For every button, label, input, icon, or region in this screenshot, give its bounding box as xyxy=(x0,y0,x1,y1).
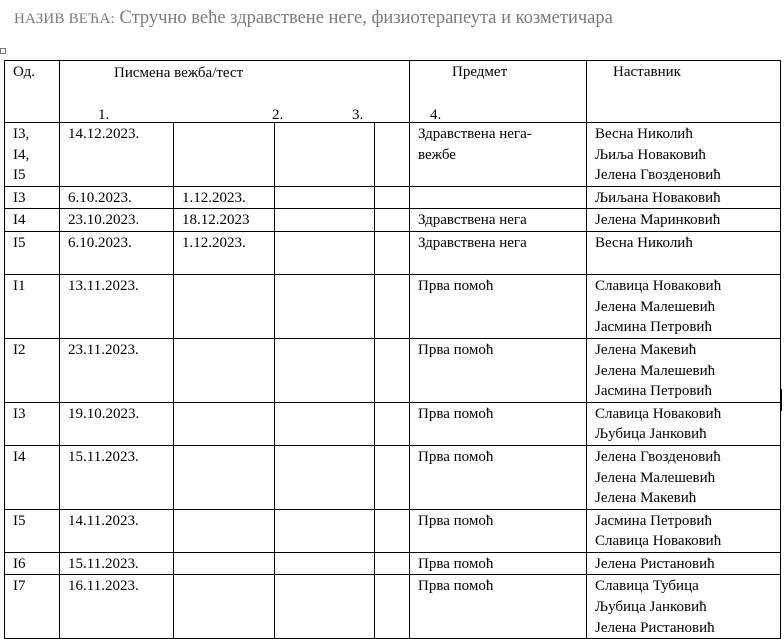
council-heading xyxy=(14,8,613,29)
cell-test-2[interactable] xyxy=(174,186,275,209)
cell-test-1[interactable] xyxy=(60,552,174,575)
cell-teachers-line: Љиљана Новаковић xyxy=(595,189,721,206)
cell-class[interactable] xyxy=(5,123,60,187)
cell-test-2-text: 1.12.2023. xyxy=(182,234,246,251)
cell-test-4[interactable] xyxy=(375,575,410,639)
cell-subject-line: Прва помоћ xyxy=(418,578,494,595)
cell-teachers[interactable] xyxy=(587,275,781,339)
cell-test-2[interactable] xyxy=(174,445,275,509)
cell-teachers-line: Јасмина Петровић xyxy=(595,383,712,400)
cell-class[interactable] xyxy=(5,231,60,274)
cell-subject-line: Прва помоћ xyxy=(418,512,494,529)
cell-teachers-line: Весна Николић xyxy=(595,234,693,251)
cell-test-1[interactable] xyxy=(60,123,174,187)
header-class-label: Од. xyxy=(13,64,36,80)
cell-test-4[interactable] xyxy=(375,402,410,445)
cell-class-line: I4 xyxy=(13,212,26,229)
cell-subject-line: Прва помоћ xyxy=(418,278,494,295)
cell-test-1-text: 16.11.2023. xyxy=(68,578,139,595)
cell-class[interactable] xyxy=(5,338,60,402)
cell-teachers-line: Славица Новаковић xyxy=(595,405,722,422)
cell-subject[interactable] xyxy=(410,445,587,509)
cell-teachers-line: Јелена Малешевић xyxy=(595,362,716,379)
cell-test-1-text: 15.11.2023. xyxy=(68,448,139,465)
cell-test-3[interactable] xyxy=(275,209,375,232)
cell-subject[interactable] xyxy=(410,338,587,402)
table-row xyxy=(5,123,781,187)
cell-test-2-text: 18.12.2023 xyxy=(182,212,250,229)
cell-teachers[interactable] xyxy=(587,231,781,274)
cell-class-line: I5 xyxy=(13,167,26,184)
cell-test-1-text: 15.11.2023. xyxy=(68,555,139,572)
cell-class-line: I4, xyxy=(13,146,30,163)
cell-test-4[interactable] xyxy=(375,552,410,575)
cell-test-2[interactable] xyxy=(174,338,275,402)
cell-test-2[interactable] xyxy=(174,509,275,552)
table-row xyxy=(5,338,781,402)
cell-test-1-text: 14.11.2023. xyxy=(68,512,139,529)
cell-teachers[interactable] xyxy=(587,123,781,187)
cell-subject[interactable] xyxy=(410,552,587,575)
cell-test-2[interactable] xyxy=(174,123,275,187)
cell-test-3[interactable] xyxy=(275,231,375,274)
table-row xyxy=(5,575,781,639)
cell-teachers-line: Јелена Макевић xyxy=(595,341,697,358)
cell-teachers-line: Јасмина Петровић xyxy=(595,512,712,529)
cell-test-3[interactable] xyxy=(275,275,375,339)
cell-teachers-line: Славица Тубица xyxy=(595,578,699,595)
cell-test-3[interactable] xyxy=(275,186,375,209)
cell-class[interactable] xyxy=(5,552,60,575)
cell-test-1-text: 14.12.2023. xyxy=(68,126,140,142)
cell-class[interactable] xyxy=(5,509,60,552)
cell-test-4[interactable] xyxy=(375,275,410,339)
cell-class-line: I5 xyxy=(13,512,26,529)
cell-test-2[interactable] xyxy=(174,209,275,232)
cell-teachers[interactable] xyxy=(587,186,781,209)
cell-test-3[interactable] xyxy=(275,509,375,552)
cell-test-1[interactable] xyxy=(60,402,174,445)
cell-test-1[interactable] xyxy=(60,209,174,232)
table-row xyxy=(5,186,781,209)
table-row xyxy=(5,402,781,445)
cell-teachers-line: Љубица Јанковић xyxy=(595,599,707,616)
cell-test-3[interactable] xyxy=(275,123,375,187)
header-written-tests xyxy=(60,61,442,123)
table-row xyxy=(5,445,781,509)
cell-subject-line: Здравствена нега- xyxy=(418,126,532,142)
header-class xyxy=(5,61,60,123)
cell-teachers-line: Љубица Јанковић xyxy=(595,426,707,443)
cell-subject-line: Прва помоћ xyxy=(418,448,494,465)
cell-class[interactable] xyxy=(5,209,60,232)
table-row xyxy=(5,209,781,232)
council-heading-value: Стручно веће здравствене неге, физиотерапеута и козметичара xyxy=(119,8,613,28)
table-row xyxy=(5,509,781,552)
cell-subject[interactable] xyxy=(410,209,587,232)
cell-subject-line: Прва помоћ xyxy=(418,341,494,358)
cell-test-1-text: 6.10.2023. xyxy=(68,234,132,251)
cell-class[interactable] xyxy=(5,575,60,639)
cell-teachers-line: Јелена Малешевић xyxy=(595,469,716,486)
cell-class-line: I1 xyxy=(13,278,26,295)
cell-teachers[interactable] xyxy=(587,402,781,445)
cell-teachers-line: Славица Новаковић xyxy=(595,278,722,295)
cell-teachers-line: Јелена Ристановић xyxy=(595,619,715,636)
cell-test-1-text: 13.11.2023. xyxy=(68,278,139,295)
cell-subject[interactable] xyxy=(410,186,587,209)
cell-teachers[interactable] xyxy=(587,509,781,552)
cell-teachers-line: Јелена Малешевић xyxy=(595,298,716,315)
header-test-1: 1. xyxy=(98,107,110,123)
cell-subject-line: Прва помоћ xyxy=(418,405,494,422)
cell-test-3[interactable] xyxy=(275,445,375,509)
cell-class-line: I6 xyxy=(13,555,26,572)
cell-teachers[interactable] xyxy=(587,552,781,575)
cell-test-3[interactable] xyxy=(275,402,375,445)
table-row xyxy=(5,552,781,575)
cell-class[interactable] xyxy=(5,186,60,209)
cell-test-4[interactable] xyxy=(375,445,410,509)
cell-test-1[interactable] xyxy=(60,275,174,339)
cell-test-1[interactable] xyxy=(60,186,174,209)
cell-test-4[interactable] xyxy=(375,123,410,187)
header-teacher-label: Наставник xyxy=(613,64,681,80)
cell-class-line: I3 xyxy=(13,189,26,206)
table-header-row xyxy=(5,61,781,123)
cell-teachers[interactable] xyxy=(587,338,781,402)
cell-test-1-text: 23.10.2023. xyxy=(68,212,140,229)
header-test-3: 3. xyxy=(352,107,364,123)
cell-test-1-text: 19.10.2023. xyxy=(68,405,140,422)
cell-subject-line: Здравствена нега xyxy=(418,212,527,229)
cell-test-4[interactable] xyxy=(375,231,410,274)
cell-test-1[interactable] xyxy=(60,445,174,509)
cell-subject[interactable] xyxy=(410,575,587,639)
header-test-2: 2. xyxy=(272,107,284,123)
cell-class-line: I4 xyxy=(13,448,26,465)
cell-test-2-text: 1.12.2023. xyxy=(182,189,246,206)
cell-test-1-text: 23.11.2023. xyxy=(68,341,139,358)
council-heading-label: НАЗИВ ВЕЋА: xyxy=(14,11,115,27)
table-row xyxy=(5,231,781,274)
cell-teachers-line: Славица Новаковић xyxy=(595,533,722,550)
cell-subject[interactable] xyxy=(410,275,587,339)
cell-subject[interactable] xyxy=(410,402,587,445)
exam-schedule-table xyxy=(4,60,781,639)
cell-test-1-text: 6.10.2023. xyxy=(68,189,132,206)
cell-subject-line: Прва помоћ xyxy=(418,555,494,572)
cell-subject[interactable] xyxy=(410,123,587,187)
table-move-handle-icon[interactable] xyxy=(0,48,6,54)
cell-teachers[interactable] xyxy=(587,445,781,509)
cell-teachers-line: Јелена Ристановић xyxy=(595,555,715,572)
cell-test-1[interactable] xyxy=(60,575,174,639)
cell-test-2[interactable] xyxy=(174,575,275,639)
cell-teachers[interactable] xyxy=(587,209,781,232)
header-test-4: 4. xyxy=(430,107,442,123)
cell-teachers-line xyxy=(595,254,780,275)
cell-test-3[interactable] xyxy=(275,552,375,575)
cell-test-1[interactable] xyxy=(60,231,174,274)
cell-test-1[interactable] xyxy=(60,338,174,402)
header-subject-label: Предмет xyxy=(452,64,508,80)
cell-teachers-line: Јелена Макевић xyxy=(595,490,697,507)
cell-class-line: I3 xyxy=(13,405,26,422)
cell-subject-line: Здравствена нега xyxy=(418,234,527,251)
cell-test-3[interactable] xyxy=(275,575,375,639)
cell-test-2[interactable] xyxy=(174,402,275,445)
cell-subject[interactable] xyxy=(410,509,587,552)
cell-class[interactable] xyxy=(5,402,60,445)
cell-class-line: I2 xyxy=(13,341,26,358)
cell-teachers-line: Јасмина Петровић xyxy=(595,319,712,336)
cell-test-1[interactable] xyxy=(60,509,174,552)
cell-teachers[interactable] xyxy=(587,575,781,639)
cell-class[interactable] xyxy=(5,275,60,339)
cell-test-4[interactable] xyxy=(375,338,410,402)
cell-test-4[interactable] xyxy=(375,186,410,209)
cell-test-2[interactable] xyxy=(174,231,275,274)
cell-teachers-line: Весна Николић xyxy=(595,126,693,142)
header-written-label: Писмена вежба/тест xyxy=(114,65,244,81)
cell-teachers-line: Јелена Гвозденовић xyxy=(595,167,721,184)
cell-test-3[interactable] xyxy=(275,338,375,402)
cell-test-4[interactable] xyxy=(375,209,410,232)
cell-class[interactable] xyxy=(5,445,60,509)
header-teacher xyxy=(587,61,781,123)
cell-teachers-line: Јелена Маринковић xyxy=(595,212,721,229)
cell-teachers-line: Јелена Гвозденовић xyxy=(595,448,721,465)
cell-class-line: I5 xyxy=(13,234,26,251)
text-cursor xyxy=(780,389,782,411)
cell-subject-line: вежбе xyxy=(418,146,456,163)
cell-test-4[interactable] xyxy=(375,509,410,552)
cell-test-2[interactable] xyxy=(174,552,275,575)
cell-subject[interactable] xyxy=(410,231,587,274)
cell-class-line: I3, xyxy=(13,126,30,142)
table-row xyxy=(5,275,781,339)
cell-test-2[interactable] xyxy=(174,275,275,339)
cell-class-line: I7 xyxy=(13,578,26,595)
cell-teachers-line: Љиља Новаковић xyxy=(595,146,706,163)
